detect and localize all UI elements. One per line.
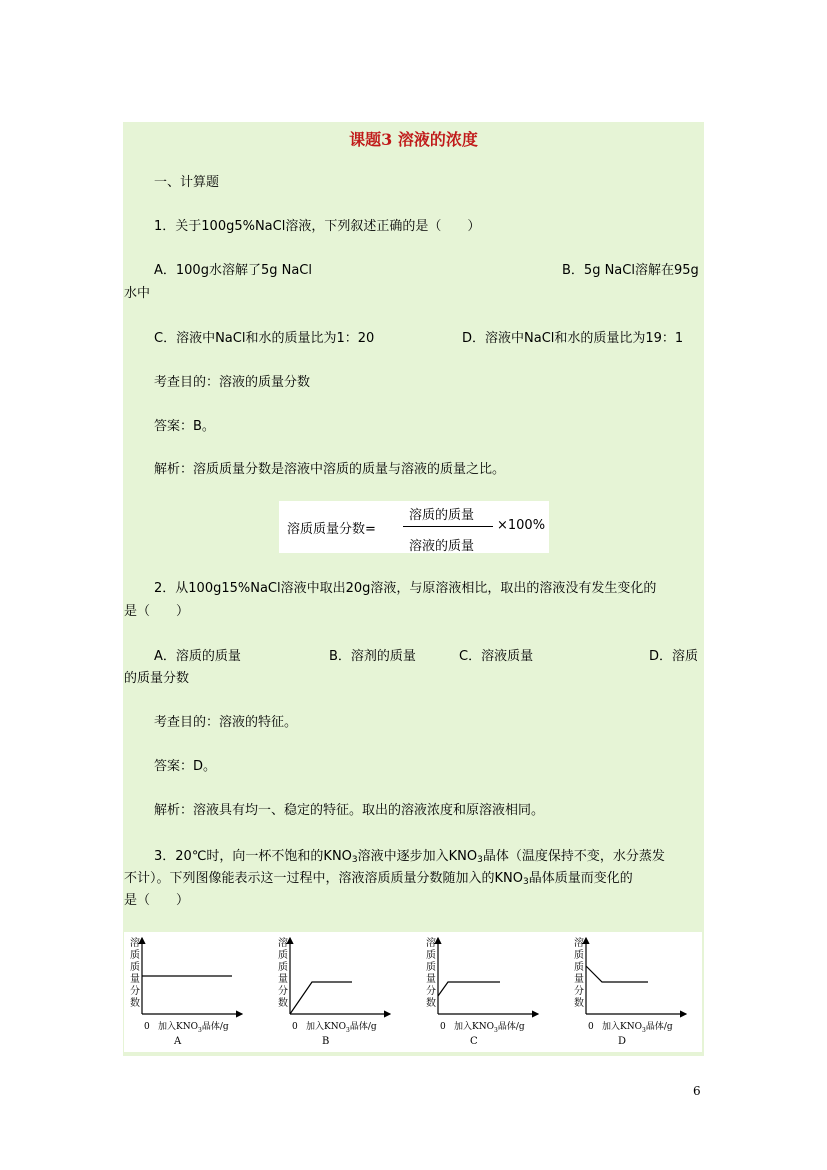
q1-stem: 1．关于100g5%NaCl溶液，下列叙述正确的是（ ） [154,219,481,234]
x-axis-label [602,1020,673,1034]
y-axis-char: 数 [130,998,140,1009]
x-axis-unit: 晶体/g [497,1022,525,1032]
y-axis-char: 数 [426,998,436,1009]
formula-denominator: 溶液的质量 [409,539,475,554]
y-axis-char: 溶 [426,938,436,949]
y-axis-char: 溶 [574,938,584,949]
graph-letter: B [322,1036,330,1047]
q2-option-d: D．溶质 [649,649,699,664]
x-axis-subscript: 3 [493,1027,498,1034]
y-axis-char: 质 [278,962,288,973]
y-axis-char: 分 [130,986,140,997]
formula-times: ×100% [497,518,546,533]
formula-box [279,501,549,553]
origin-label: 0 [144,1022,150,1032]
x-axis-subscript: 3 [197,1027,202,1034]
x-axis-label [306,1020,377,1034]
x-axis-subscript: 3 [345,1027,350,1034]
x-axis-text: 加入KNO [158,1022,198,1032]
graph-letter: A [174,1036,182,1047]
x-axis-unit: 晶体/g [201,1022,229,1032]
curve-line [586,966,648,982]
q2-analysis: 解析：溶液具有均一、稳定的特征。取出的溶液浓度和原溶液相同。 [154,803,545,818]
q3-line1-a: 3．20℃时，向一杯不饱和的KNO [154,849,352,864]
y-axis-char: 分 [426,986,436,997]
q3-line1 [154,848,665,869]
q2-option-b: B．溶剂的质量 [329,649,416,664]
graph-B [278,936,390,1047]
q1-option-d: D．溶液中NaCl和水的质量比为19：1 [462,331,684,346]
q2-stem-line2: 是（ ） [124,604,190,619]
curve-line [290,982,352,1014]
origin-label: 0 [292,1022,298,1032]
graph-letter: C [470,1036,478,1047]
x-axis-unit: 晶体/g [645,1022,673,1032]
y-axis-char: 量 [130,974,140,985]
q2-stem-line1: 2．从100g15%NaCl溶液中取出20g溶液，与原溶液相比，取出的溶液没有发生变化的 [154,581,657,596]
q3-line2-b: 晶体质量而变化的 [528,871,633,886]
y-axis-char: 量 [574,974,584,985]
x-axis-text: 加入KNO [454,1022,494,1032]
graphs-svg [124,932,702,1052]
y-axis-char: 溶 [278,938,288,949]
answer-graphs [124,932,702,1052]
graph-C [426,936,538,1047]
y-axis-char: 质 [574,962,584,973]
y-axis-char: 溶 [130,938,140,949]
q1-purpose: 考查目的：溶液的质量分数 [154,375,311,390]
formula-numerator: 溶质的质量 [409,508,475,523]
q2-option-d-cont: 的质量分数 [124,671,190,686]
formula-label: 溶质质量分数= [287,522,376,537]
x-axis-unit: 晶体/g [349,1022,377,1032]
x-axis-label [158,1020,229,1034]
x-axis-subscript: 3 [641,1027,646,1034]
q1-option-b: B．5g NaCl溶解在95g [562,263,699,278]
y-axis-char: 分 [278,986,288,997]
fraction-bar [403,526,493,527]
x-axis-label [454,1020,525,1034]
q1-analysis: 解析：溶质质量分数是溶液中溶质的质量与溶液的质量之比。 [154,462,506,477]
y-axis-char: 质 [426,950,436,961]
page-number: 6 [693,1084,701,1098]
x-axis-text: 加入KNO [602,1022,642,1032]
curve-line [438,982,500,996]
subscript: 3 [477,855,483,865]
y-axis-char: 数 [278,998,288,1009]
page-title: 课题3 溶液的浓度 [349,130,478,149]
section-heading: 一、计算题 [154,175,220,190]
x-axis-text: 加入KNO [306,1022,346,1032]
subscript: 3 [522,877,529,887]
q1-option-a: A．100g水溶解了5g NaCl [154,263,312,278]
origin-label: 0 [588,1022,594,1032]
origin-label: 0 [440,1022,446,1032]
q2-option-c: C．溶液质量 [459,649,534,664]
q1-option-c: C．溶液中NaCl和水的质量比为1：20 [154,331,375,346]
graph-A [130,936,242,1047]
subscript: 3 [351,855,358,865]
q1-option-b-cont: 水中 [124,286,151,301]
y-axis-char: 质 [426,962,436,973]
graph-letter: D [618,1036,627,1047]
q2-purpose: 考查目的：溶液的特征。 [154,715,298,730]
q3-line3: 是（ ） [124,893,190,908]
q1-answer: 答案：B。 [154,419,215,434]
y-axis-char: 分 [574,986,584,997]
y-axis-char: 质 [130,962,140,973]
q3-line1-c: 晶体（温度保持不变，水分蒸发 [482,849,665,864]
q3-line2-a: 不计）。下列图像能表示这一过程中，溶液溶质质量分数随加入的KNO [124,871,523,886]
y-axis-char: 质 [574,950,584,961]
y-axis-char: 质 [130,950,140,961]
y-axis-char: 质 [278,950,288,961]
graph-D [574,936,686,1047]
q2-option-a: A．溶质的质量 [154,649,241,664]
y-axis-char: 量 [278,974,288,985]
q2-answer: 答案：D。 [154,759,217,774]
q3-line1-b: 溶液中逐步加入KNO [357,849,478,864]
y-axis-char: 数 [574,998,584,1009]
q3-line2 [124,870,633,891]
y-axis-char: 量 [426,974,436,985]
